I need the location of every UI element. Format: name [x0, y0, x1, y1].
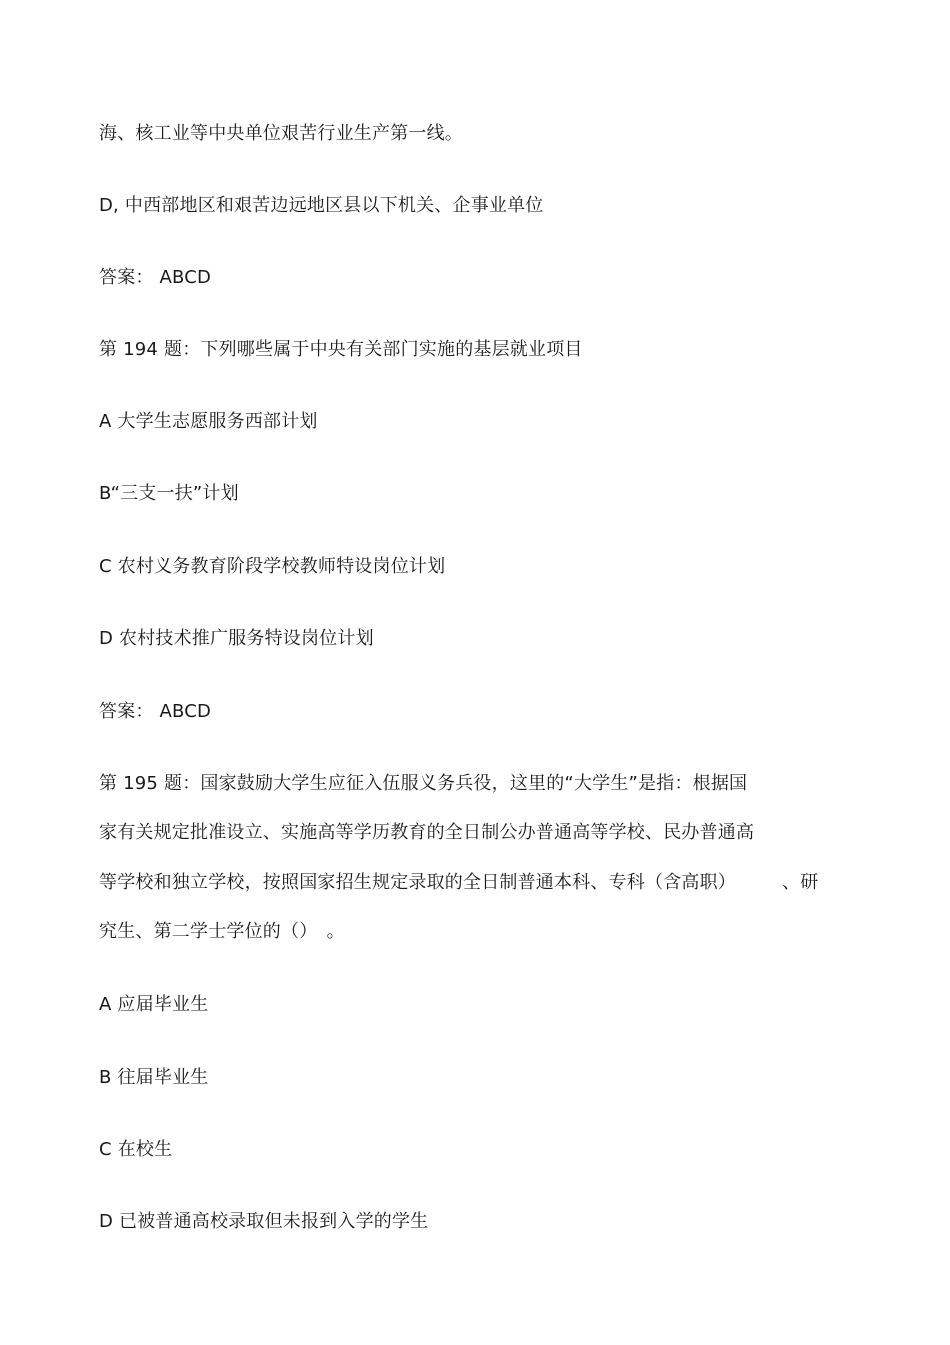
question-195-line-2: 家有关规定批准设立、实施高等学历教育的全日制公办普通高等学校、民办普通高	[99, 822, 755, 843]
question-194-option-c: C 农村义务教育阶段学校教师特设岗位计划	[99, 556, 446, 577]
question-194-answer: 答案： ABCD	[99, 701, 212, 722]
question-195-line-1: 第 195 题：国家鼓励大学生应征入伍服义务兵役，这里的“大学生”是指：根据国	[99, 773, 748, 794]
question-195-option-d: D 已被普通高校录取但未报到入学的学生	[99, 1211, 429, 1232]
question-193-answer: 答案： ABCD	[99, 267, 212, 288]
question-195-line-3	[99, 871, 818, 895]
question-195-line-3-end: 、研	[782, 872, 819, 893]
question-194-option-d: D 农村技术推广服务特设岗位计划	[99, 628, 374, 649]
question-195-line-3-main: 等学校和独立学校，按照国家招生规定录取的全日制普通本科、专科（含高职）	[99, 872, 736, 893]
question-195-line-4: 究生、第二学士学位的（） 。	[99, 921, 345, 942]
question-194-option-a: A 大学生志愿服务西部计划	[99, 411, 318, 432]
question-194-title: 第 194 题：下列哪些属于中央有关部门实施的基层就业项目	[99, 339, 583, 360]
question-193-tail: 海、核工业等中央单位艰苦行业生产第一线。	[99, 123, 463, 144]
question-195-option-a: A 应届毕业生	[99, 994, 209, 1015]
question-194-option-b: B“三支一扶”计划	[99, 483, 239, 504]
question-195-option-c: C 在校生	[99, 1139, 173, 1160]
question-195-option-b: B 往届毕业生	[99, 1067, 209, 1088]
question-193-option-d: D, 中西部地区和艰苦边远地区县以下机关、企事业单位	[99, 195, 544, 216]
